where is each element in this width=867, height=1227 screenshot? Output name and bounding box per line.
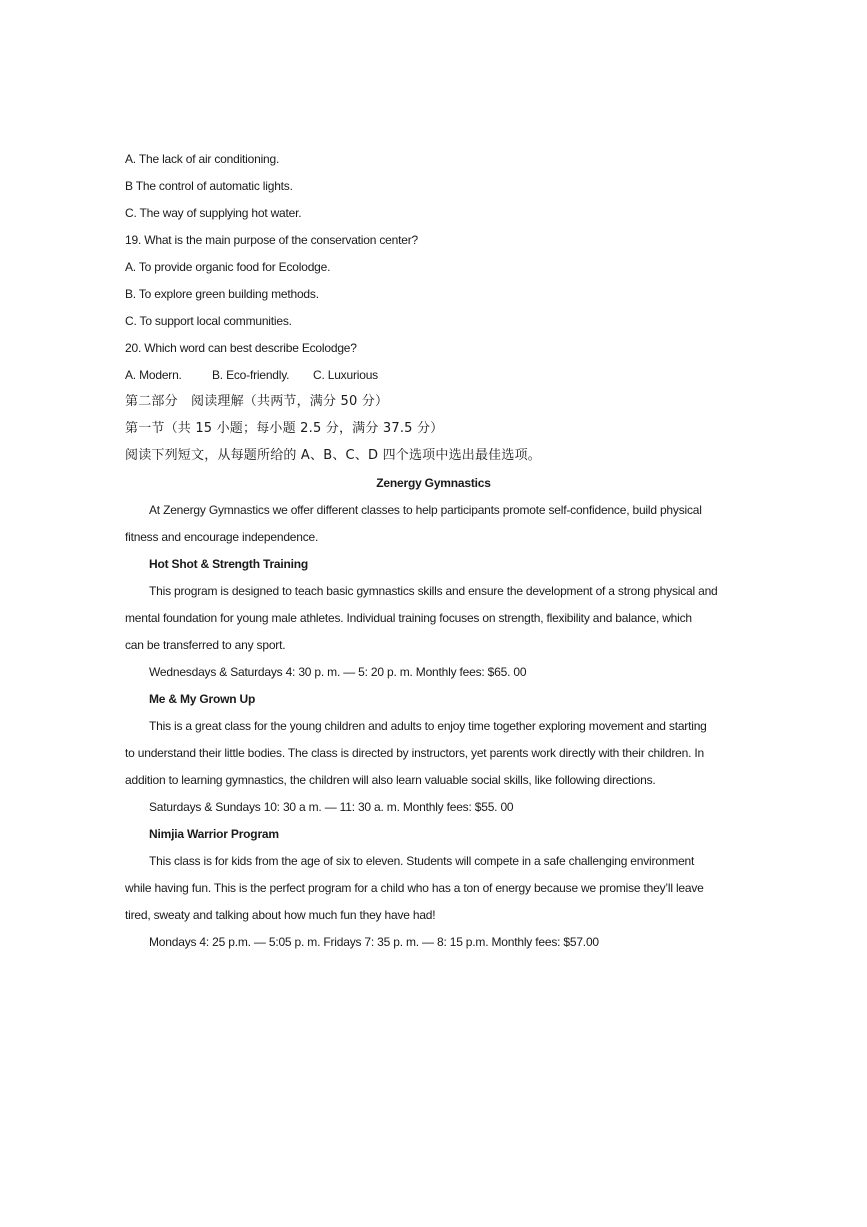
sub-heading: 第一节（共 15 小题；每小题 2.5 分，满分 37.5 分） [125,421,444,436]
program-2-line-3: addition to learning gymnastics, the children will also learn valuable social skills, like following directions. [125,773,656,787]
q19-option-c: C. To support local communities. [125,314,292,328]
q19-question: 19. What is the main purpose of the conservation center? [125,233,418,247]
q18-option-c: C. The way of supplying hot water. [125,206,302,220]
intro-line-2: fitness and encourage independence. [125,530,319,544]
program-2-schedule: Saturdays & Sundays 10: 30 a m. — 11: 30 a. m. Monthly fees: $55. 00 [149,800,514,814]
instruction: 阅读下列短文，从每题所给的 A、B、C、D 四个选项中选出最佳选项。 [125,448,541,463]
q20-option-b: B. Eco-friendly. [212,368,290,382]
program-3-line-2: while having fun. This is the perfect program for a child who has a ton of energy because we promise they’ll leave [125,881,704,895]
program-1-schedule: Wednesdays & Saturdays 4: 30 p. m. — 5: 20 p. m. Monthly fees: $65. 00 [149,665,527,679]
program-2-line-2: to understand their little bodies. The class is directed by instructors, yet parents work directly with their children. In [125,746,704,760]
program-1-title: Hot Shot & Strength Training [149,557,309,571]
article-title: Zenergy Gymnastics [376,476,491,490]
q19-option-b: B. To explore green building methods. [125,287,319,301]
program-3-line-1: This class is for kids from the age of six to eleven. Students will compete in a safe challenging environment [149,854,695,868]
program-3-schedule: Mondays 4: 25 p.m. — 5:05 p. m. Fridays 7: 35 p. m. — 8: 15 p.m. Monthly fees: $57.00 [149,935,599,949]
q20-option-c: C. Luxurious [313,368,378,382]
program-2-line-1: This is a great class for the young children and adults to enjoy time together exploring movement and starting [149,719,707,733]
program-1-line-1: This program is designed to teach basic gymnastics skills and ensure the development of a strong physical and [149,584,718,598]
intro-line-1: At Zenergy Gymnastics we offer different classes to help participants promote self-confidence, build physical [149,503,702,517]
program-3-title: Nimjia Warrior Program [149,827,279,841]
program-2-title: Me & My Grown Up [149,692,256,706]
q20-options [125,367,715,383]
q19-option-a: A. To provide organic food for Ecolodge. [125,260,331,274]
part-heading: 第二部分 阅读理解（共两节，满分 50 分） [125,394,389,409]
q20-question: 20. Which word can best describe Ecolodge? [125,341,357,355]
program-3-line-3: tired, sweaty and talking about how much fun they have had! [125,908,436,922]
program-1-line-3: can be transferred to any sport. [125,638,286,652]
program-1-line-2: mental foundation for young male athletes. Individual training focuses on strength, flexibility and balance, which [125,611,692,625]
q20-option-a: A. Modern. [125,368,182,382]
q18-option-b: B The control of automatic lights. [125,179,293,193]
q18-option-a: A. The lack of air conditioning. [125,152,280,166]
